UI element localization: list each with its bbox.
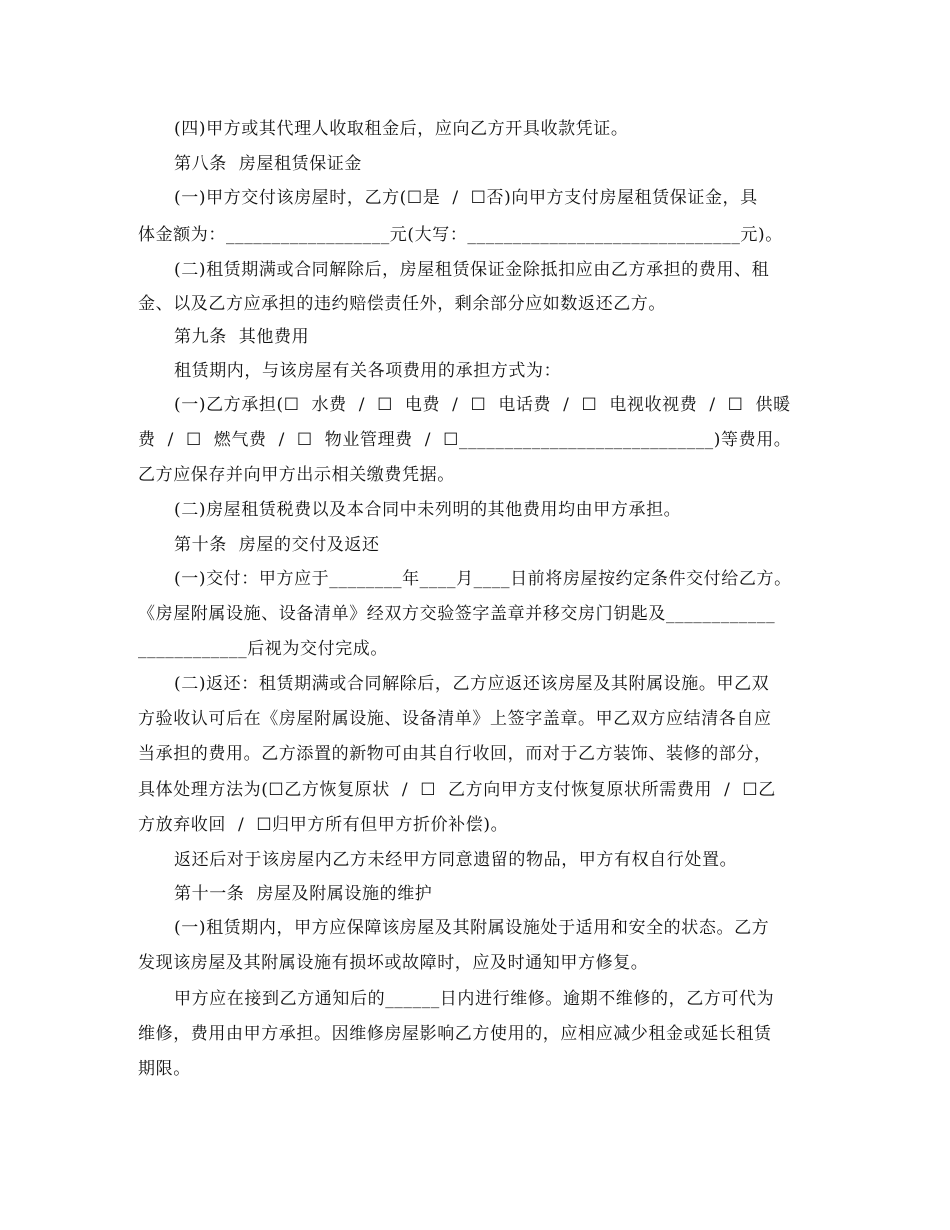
paragraph-line: 具体处理方法为(☐乙方恢复原状 / ☐ 乙方向甲方支付恢复原状所需费用 / ☐乙: [138, 780, 776, 800]
paragraph-line: 《房屋附属设施、设备清单》经双方交验签字盖章并移交房门钥匙及____________: [138, 604, 776, 624]
paragraph-line: 方放弃收回 / ☐归甲方所有但甲方折价补偿)。: [138, 815, 509, 835]
paragraph-line: (一)甲方交付该房屋时，乙方(☐是 / ☐否)向甲方支付房屋租赁保证金，具: [174, 188, 758, 208]
section-heading: 第九条 其他费用: [174, 327, 310, 347]
paragraph-line: 乙方应保存并向甲方出示相关缴费凭据。: [138, 465, 455, 485]
paragraph-line: ____________后视为交付完成。: [138, 639, 388, 659]
paragraph-line: 发现该房屋及其附属设施有损坏或故障时，应及时通知甲方修复。: [138, 953, 649, 973]
paragraph-line: (二)房屋租赁税费以及本合同中未列明的其他费用均由甲方承担。: [174, 500, 682, 520]
paragraph-line: 费 / ☐ 燃气费 / ☐ 物业管理费 / ☐____________________________)等费用。: [138, 430, 792, 450]
section-heading: 第十条 房屋的交付及返还: [174, 535, 380, 555]
paragraph-line: 金、以及乙方应承担的违约赔偿责任外，剩余部分应如数返还乙方。: [138, 294, 666, 314]
paragraph-line: (一)租赁期内，甲方应保障该房屋及其附属设施处于适用和安全的状态。乙方: [174, 918, 770, 938]
paragraph-line: 维修，费用由甲方承担。因维修房屋影响乙方使用的，应相应减少租金或延长租赁: [138, 1024, 772, 1044]
paragraph-line: (四)甲方或其代理人收取租金后，应向乙方开具收款凭证。: [174, 119, 629, 139]
paragraph-line: 方验收认可后在《房屋附属设施、设备清单》上签字盖章。甲乙双方应结清各自应: [138, 709, 772, 729]
section-heading: 第八条 房屋租赁保证金: [174, 154, 363, 174]
paragraph-line: (一)交付：甲方应于________年____月____日前将房屋按约定条件交付给乙方。: [174, 569, 792, 589]
paragraph-line: 甲方应在接到乙方通知后的______日内进行维修。逾期不维修的，乙方可代为: [174, 989, 775, 1009]
paragraph-line: (二)租赁期满或合同解除后，房屋租赁保证金除抵扣应由乙方承担的费用、租: [174, 260, 770, 280]
paragraph-line: (二)返还：租赁期满或合同解除后，乙方应返还该房屋及其附属设施。甲乙双: [174, 674, 770, 694]
paragraph-line: 返还后对于该房屋内乙方未经甲方同意遗留的物品，甲方有权自行处置。: [174, 850, 738, 870]
paragraph-line: (一)乙方承担(☐ 水费 / ☐ 电费 / ☐ 电话费 / ☐ 电视收视费 / ☐ 供暖: [174, 395, 791, 415]
paragraph-line: 体金额为：__________________元(大写：______________________________元)。: [138, 225, 783, 245]
section-heading: 第十一条 房屋及附属设施的维护: [174, 884, 433, 904]
paragraph-line: 租赁期内，与该房屋有关各项费用的承担方式为：: [174, 361, 562, 381]
paragraph-line: 当承担的费用。乙方添置的新物可由其自行收回，而对于乙方装饰、装修的部分，: [138, 744, 772, 764]
paragraph-line: 期限。: [138, 1059, 191, 1079]
